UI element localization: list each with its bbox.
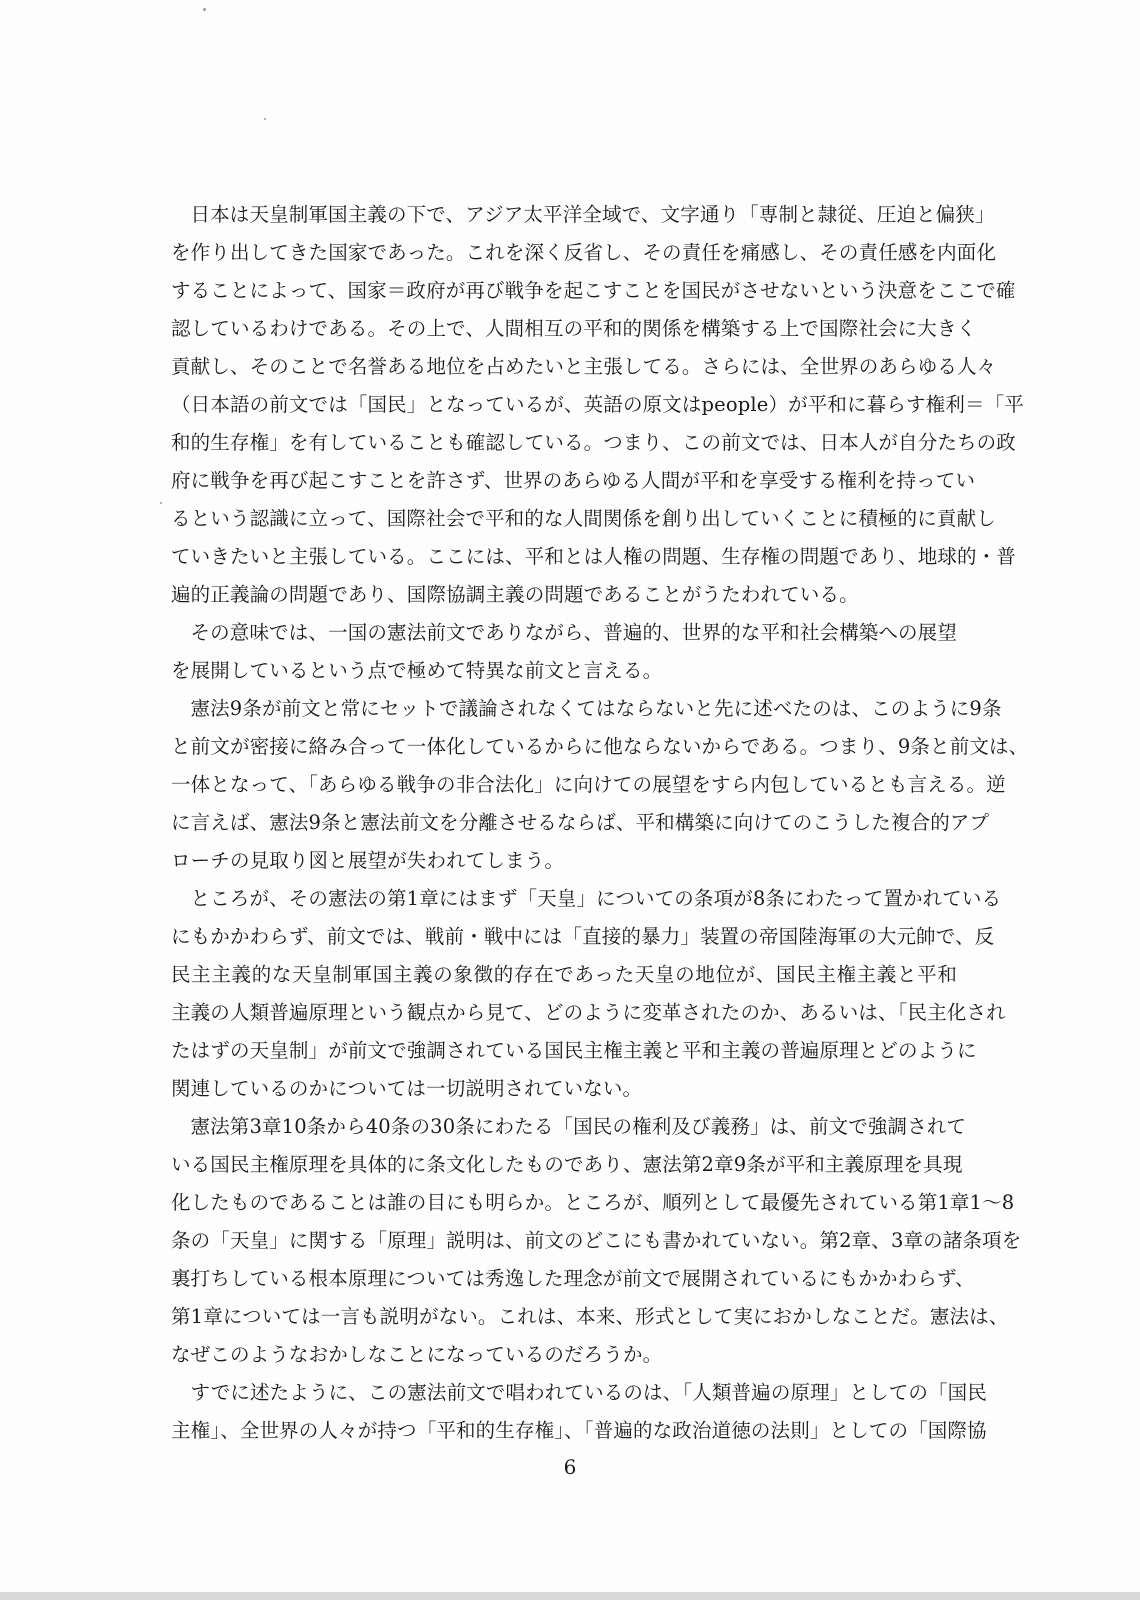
text-line: その意味では、一国の憲法前文でありながら、普遍的、世界的な平和社会構築への展望 bbox=[190, 621, 957, 644]
text-line: と前文が密接に絡み合って一体化しているからに他ならないからである。つまり、9条と前文は、 bbox=[171, 735, 1029, 758]
paragraph bbox=[171, 196, 1024, 614]
text-line: ところが、その憲法の第1章にはまず「天皇」についての条項が8条にわたって置かれている bbox=[190, 887, 1002, 910]
text-line: たはずの天皇制」が前文で強調されている国民主権主義と平和主義の普遍原理とどのように bbox=[171, 1039, 977, 1062]
text-line: 一体となって、「あらゆる戦争の非合法化」に向けての展望をすら内包しているとも言える。逆 bbox=[171, 773, 1006, 796]
text-line: いる国民主権原理を具体的に条文化したものであり、憲法第2章9条が平和主義原理を具現 bbox=[171, 1153, 963, 1176]
paragraph bbox=[171, 880, 1006, 1108]
text-line: 化したものであることは誰の目にも明らか。ところが、順列として最優先されている第1章1～8 bbox=[171, 1191, 1015, 1214]
text-line: 府に戦争を再び起こすことを許さず、世界のあらゆる人間が平和を享受する権利を持ってい bbox=[171, 469, 976, 492]
text-line: 認しているわけである。その上で、人間相互の平和的関係を構築する上で国際社会に大きく bbox=[171, 317, 977, 340]
page-number: 6 bbox=[563, 1455, 577, 1479]
paragraph bbox=[171, 614, 957, 690]
text-line: 裏打ちしている根本原理については秀逸した理念が前文で展開されているにもかかわらず、 bbox=[171, 1267, 975, 1290]
body-text bbox=[171, 196, 1029, 1450]
text-line: るという認識に立って、国際社会で平和的な人間関係を創り出していくことに積極的に貢献し bbox=[171, 507, 996, 530]
text-line: 日本は天皇制軍国主義の下で、アジア太平洋全域で、文字通り「専制と隷従、圧迫と偏狭」 bbox=[190, 203, 995, 226]
paragraph bbox=[171, 1374, 987, 1450]
paragraph bbox=[171, 1108, 1022, 1374]
text-line: ローチの見取り図と展望が失われてしまう。 bbox=[171, 849, 565, 872]
text-line: を作り出してきた国家であった。これを深く反省し、その責任を痛感し、その責任感を内面化 bbox=[171, 241, 997, 264]
text-line: 主権」、全世界の人々が持つ「平和的生存権」、「普遍的な政治道徳の法則」としての「国際協 bbox=[171, 1419, 987, 1442]
scan-speck bbox=[160, 502, 162, 504]
text-line: 条の「天皇」に関する「原理」説明は、前文のどこにも書かれていない。第2章、3章の諸条項を bbox=[171, 1229, 1022, 1252]
text-line: にもかかわらず、前文では、戦前・戦中には「直接的暴力」装置の帝国陸海軍の大元帥で、反 bbox=[171, 925, 995, 948]
text-line: に言えば、憲法9条と憲法前文を分離させるならば、平和構築に向けてのこうした複合的アプ bbox=[171, 811, 990, 834]
text-line: 民主主義的な天皇制軍国主義の象徴的存在であった天皇の地位が、国民主権主義と平和 bbox=[171, 963, 957, 986]
text-line: を展開しているという点で極めて特異な前文と言える。 bbox=[171, 659, 663, 682]
text-line: 関連しているのかについては一切説明されていない。 bbox=[171, 1077, 643, 1100]
text-line: 貢献し、そのことで名誉ある地位を占めたいと主張してる。さらには、全世界のあらゆる人々 bbox=[171, 355, 997, 378]
text-line: 第1章については一言も説明がない。これは、本来、形式として実におかしなことだ。憲法は、 bbox=[171, 1305, 1009, 1328]
text-line: 主義の人類普遍原理という観点から見て、どのように変革されたのか、あるいは、「民主化され bbox=[171, 1001, 1006, 1024]
text-line: （日本語の前文では「国民」となっているが、英語の原文はpeople）が平和に暮らす権利＝「平 bbox=[171, 393, 1024, 416]
scan-bottom-edge bbox=[0, 1592, 1140, 1600]
text-line: 和的生存権」を有していることも確認している。つまり、この前文では、日本人が自分たちの政 bbox=[171, 431, 1016, 454]
text-line: 遍的正義論の問題であり、国際協調主義の問題であることがうたわれている。 bbox=[171, 583, 859, 606]
text-line: なぜこのようなおかしなことになっているのだろうか。 bbox=[171, 1343, 663, 1366]
scan-speck bbox=[203, 8, 206, 11]
text-line: 憲法9条が前文と常にセットで議論されなくてはならないと先に述べたのは、このように9条 bbox=[190, 697, 1002, 720]
text-line: すでに述たように、この憲法前文で唱われているのは、「人類普遍の原理」としての「国民 bbox=[190, 1381, 987, 1404]
text-line: ていきたいと主張している。ここには、平和とは人権の問題、生存権の問題であり、地球的・普 bbox=[171, 545, 1016, 568]
text-line: 憲法第3章10条から40条の30条にわたる「国民の権利及び義務」は、前文で強調されて bbox=[190, 1115, 967, 1138]
scan-speck bbox=[264, 118, 266, 120]
paragraph bbox=[171, 690, 1029, 880]
text-line: することによって、国家＝政府が再び戦争を起こすことを国民がさせないという決意をここで確 bbox=[171, 279, 1016, 302]
